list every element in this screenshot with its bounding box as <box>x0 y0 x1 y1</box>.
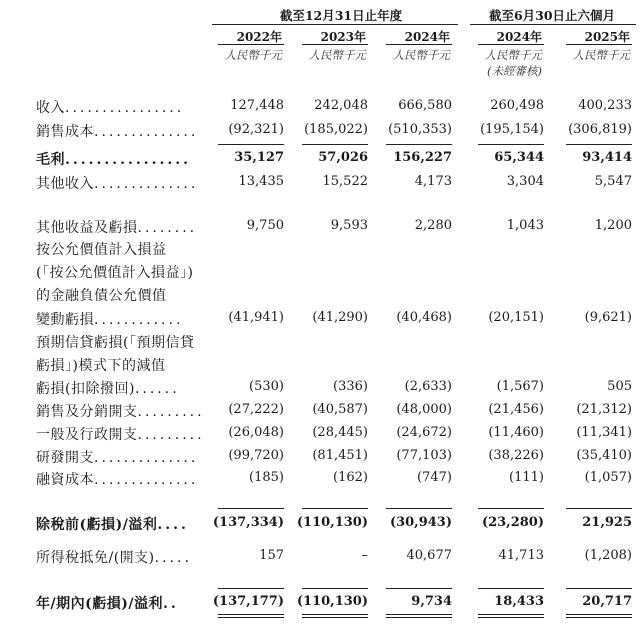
leader-dots: .............. <box>94 176 199 192</box>
row-value: (2,633) <box>404 379 452 394</box>
row-value: (1,208) <box>584 548 632 563</box>
row-value: (185) <box>249 470 284 485</box>
leader-dots: .............. <box>94 450 199 466</box>
row-label-text: 其他收入 <box>36 176 94 192</box>
row-value: 1,043 <box>506 218 544 233</box>
total-double-rule <box>218 614 284 615</box>
row-value: (35,410) <box>576 448 632 463</box>
row-label-text: 預期信貸虧損(「預期信貸 <box>36 335 195 351</box>
row-value: 18,433 <box>494 594 544 609</box>
row-label-text: 融資成本 <box>36 472 94 488</box>
row-value: 127,448 <box>230 98 284 113</box>
row-value: (111) <box>509 470 544 485</box>
row-label <box>36 547 192 567</box>
row-value: 242,048 <box>314 98 368 113</box>
row-value: (1,057) <box>584 470 632 485</box>
subtotal-rule <box>386 508 452 509</box>
row-label-text: 按公允價值計入損益 <box>36 242 167 258</box>
row-value: (20,151) <box>488 310 544 325</box>
row-value: (11,460) <box>488 425 544 440</box>
row-value: (11,341) <box>576 425 632 440</box>
leader-dots: ........ <box>137 220 198 236</box>
row-label-text: (「按公允價值計入損益」) <box>36 265 194 281</box>
leader-dots: .. <box>162 596 179 612</box>
row-label <box>36 514 189 534</box>
row-value: 9,593 <box>330 218 368 233</box>
subtotal-rule <box>218 588 284 589</box>
row-value: (747) <box>417 470 452 485</box>
row-label <box>36 593 179 613</box>
year-header: 2024年 <box>496 30 542 44</box>
row-value: 400,233 <box>578 98 632 113</box>
row-value: 5,547 <box>594 174 632 189</box>
row-value: 666,580 <box>398 98 452 113</box>
leader-dots: .............. <box>94 124 199 140</box>
leader-dots: ................ <box>65 100 185 116</box>
row-value: (92,321) <box>228 122 284 137</box>
total-double-rule <box>566 614 632 615</box>
row-value: 3,304 <box>506 174 544 189</box>
row-value: (195,154) <box>480 122 544 137</box>
subtotal-rule <box>302 508 368 509</box>
row-value: – <box>361 548 368 563</box>
row-label <box>36 97 184 117</box>
row-value: (1,567) <box>496 379 544 394</box>
subtotal-rule <box>386 588 452 589</box>
row-value: (21,312) <box>576 402 632 417</box>
unaudited-note: (未經審核) <box>487 64 542 78</box>
row-label <box>36 121 198 141</box>
column-underline <box>478 44 544 45</box>
row-value: 505 <box>607 379 632 394</box>
row-value: 40,677 <box>406 548 452 563</box>
row-value: (81,451) <box>312 448 368 463</box>
group-title-year-end: 截至12月31日止年度 <box>279 8 403 23</box>
row-label-text: 毛利 <box>36 152 65 168</box>
row-value: (137,177) <box>212 594 284 609</box>
total-double-rule <box>386 614 452 615</box>
row-value: (27,222) <box>228 402 284 417</box>
leader-dots: ............ <box>94 312 184 328</box>
year-header: 2022年 <box>236 30 282 44</box>
row-value: (30,943) <box>389 515 452 530</box>
leader-dots: ..... <box>154 550 192 566</box>
row-label-text: 銷售及分銷開支 <box>36 404 138 420</box>
unit-label: 人民幣千元 <box>308 48 366 62</box>
group-underline <box>470 24 636 25</box>
total-double-rule <box>302 614 368 615</box>
row-label-text: 收入 <box>36 100 65 116</box>
subtotal-rule <box>478 144 544 145</box>
row-label <box>36 262 193 282</box>
row-label <box>36 378 180 398</box>
row-label-text: 年/期內(虧損)/溢利 <box>36 596 163 612</box>
unit-label: 人民幣千元 <box>392 48 450 62</box>
row-label-text: 研發開支 <box>36 450 94 466</box>
row-value: 13,435 <box>238 174 284 189</box>
row-value: (21,456) <box>488 402 544 417</box>
row-label-text: 其他收益及虧損 <box>36 220 138 236</box>
row-value: 156,227 <box>393 150 452 165</box>
total-double-rule <box>478 617 544 618</box>
row-value: (24,672) <box>396 425 452 440</box>
row-label <box>36 149 191 169</box>
row-value: 57,026 <box>318 150 368 165</box>
column-underline <box>218 44 284 45</box>
group-title-six-months: 截至6月30日止六個月 <box>488 8 616 23</box>
unit-label: 人民幣千元 <box>572 48 630 62</box>
row-value: 2,280 <box>414 218 452 233</box>
unit-label: 人民幣千元 <box>484 48 542 62</box>
row-value: (162) <box>333 470 368 485</box>
group-underline <box>212 24 458 25</box>
leader-dots: ................ <box>65 152 191 168</box>
subtotal-rule <box>218 508 284 509</box>
row-label-text: 一般及行政開支 <box>36 427 138 443</box>
row-label-text: 虧損」)模式下的減值 <box>36 358 166 374</box>
unit-label: 人民幣千元 <box>224 48 282 62</box>
leader-dots: ......... <box>137 427 205 443</box>
row-label-text: 變動虧損 <box>36 312 94 328</box>
row-value: 4,173 <box>414 174 452 189</box>
row-label <box>36 447 198 467</box>
row-value: (77,103) <box>396 448 452 463</box>
row-label-text: 銷售成本 <box>36 124 94 140</box>
row-value: (110,130) <box>296 594 368 609</box>
total-double-rule <box>218 617 284 618</box>
subtotal-rule <box>218 144 284 145</box>
row-label <box>36 332 194 352</box>
row-value: (23,280) <box>481 515 544 530</box>
column-underline <box>386 44 452 45</box>
column-underline <box>302 44 368 45</box>
row-label <box>36 469 198 489</box>
row-label <box>36 285 167 305</box>
subtotal-rule <box>302 588 368 589</box>
total-double-rule <box>386 617 452 618</box>
row-label <box>36 401 205 421</box>
row-label <box>36 173 198 193</box>
row-value: (48,000) <box>396 402 452 417</box>
row-label <box>36 217 197 237</box>
row-value: (99,720) <box>228 448 284 463</box>
row-value: (110,130) <box>296 515 368 530</box>
row-value: (26,048) <box>228 425 284 440</box>
row-value: (40,587) <box>312 402 368 417</box>
row-label <box>36 424 205 444</box>
row-value: 9,750 <box>246 218 284 233</box>
subtotal-rule <box>478 508 544 509</box>
subtotal-rule <box>566 588 632 589</box>
row-value: 157 <box>259 548 284 563</box>
row-value: 65,344 <box>494 150 544 165</box>
row-label-text: 所得稅抵免/(開支) <box>36 550 155 566</box>
row-label-text: 除稅前(虧損)/溢利 <box>36 517 158 533</box>
leader-dots: ......... <box>137 404 205 420</box>
row-value: 1,200 <box>594 218 632 233</box>
row-value: (185,022) <box>304 122 368 137</box>
subtotal-rule <box>566 144 632 145</box>
row-value: (28,445) <box>312 425 368 440</box>
row-value: 15,522 <box>322 174 368 189</box>
row-value: (336) <box>333 379 368 394</box>
row-value: 20,717 <box>582 594 632 609</box>
subtotal-rule <box>566 508 632 509</box>
subtotal-rule <box>302 144 368 145</box>
row-value: (137,334) <box>212 515 284 530</box>
leader-dots: ...... <box>134 381 180 397</box>
row-label <box>36 309 183 329</box>
total-double-rule <box>302 617 368 618</box>
year-header: 2025年 <box>584 30 630 44</box>
row-value: 260,498 <box>490 98 544 113</box>
row-value: (41,290) <box>312 310 368 325</box>
row-value: (530) <box>249 379 284 394</box>
total-double-rule <box>478 614 544 615</box>
row-label <box>36 239 167 259</box>
subtotal-rule <box>478 588 544 589</box>
row-value: 93,414 <box>582 150 632 165</box>
row-value: (40,468) <box>396 310 452 325</box>
row-value: (306,819) <box>568 122 632 137</box>
year-header: 2023年 <box>320 30 366 44</box>
row-value: 9,734 <box>411 594 452 609</box>
row-value: 35,127 <box>234 150 284 165</box>
row-label-text: 虧損(扣除撥回) <box>36 381 135 397</box>
year-header: 2024年 <box>404 30 450 44</box>
leader-dots: .............. <box>94 472 199 488</box>
row-value: 41,713 <box>498 548 544 563</box>
row-value: (9,621) <box>584 310 632 325</box>
total-double-rule <box>566 617 632 618</box>
row-value: (41,941) <box>228 310 284 325</box>
leader-dots: .... <box>157 517 189 533</box>
row-value: (38,226) <box>488 448 544 463</box>
row-label-text: 的金融負債公允價值 <box>36 288 167 304</box>
column-underline <box>566 44 632 45</box>
row-value: (510,353) <box>388 122 452 137</box>
subtotal-rule <box>386 144 452 145</box>
row-label <box>36 355 165 375</box>
row-value: 21,925 <box>582 515 632 530</box>
